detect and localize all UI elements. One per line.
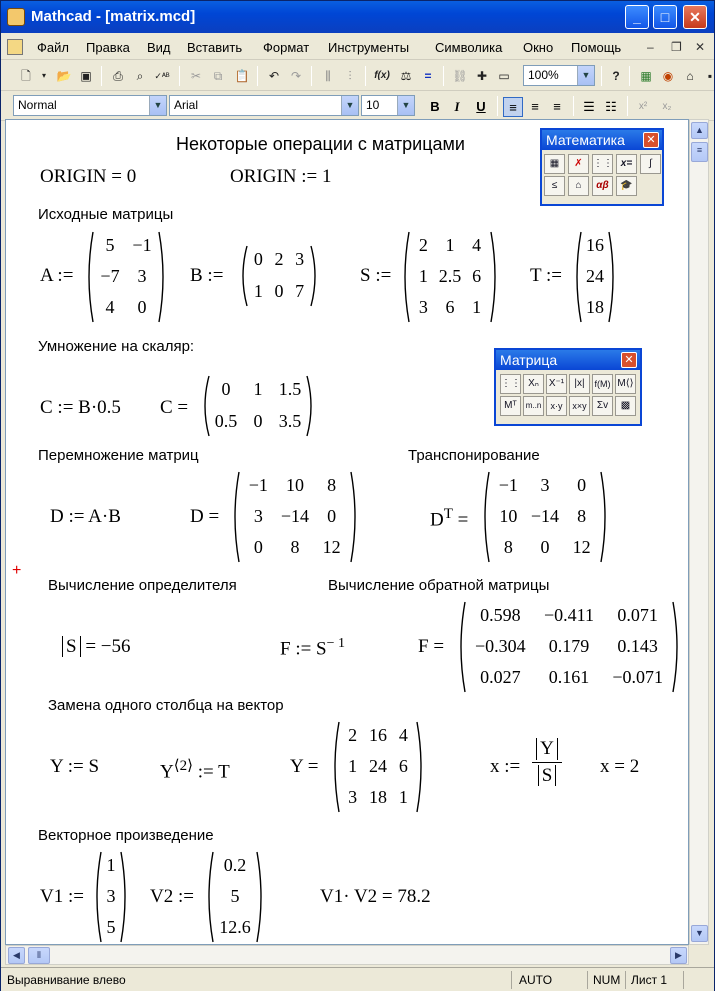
spell-check-icon[interactable]: ✓ᴬᴮ [154,71,170,81]
worksheet[interactable] [5,119,689,945]
transpose-icon[interactable]: Mᵀ [500,396,521,416]
matrix-cell: 0.027 [480,667,521,688]
matrix-cell: 1 [106,854,116,875]
insert-matrix-icon[interactable]: ⋮⋮ [500,374,521,394]
scroll-up-icon[interactable]: ▲ [691,122,708,139]
matrix-B[interactable] [238,244,320,308]
menu-file[interactable]: Файл [37,40,69,55]
matrix-cell: 1.5 [278,379,302,399]
matrix-cell: 0.5 [214,411,238,431]
matrix-cell: 12.6 [219,917,251,938]
matrix-V1[interactable] [92,850,130,944]
right-paren [417,722,421,812]
origin-definition[interactable]: ORIGIN := 1 [230,166,332,187]
chevron-down-icon[interactable]: ▼ [397,96,414,115]
section-matrix-mult: Перемножение матриц [38,447,199,464]
label-DT-eq: = [457,509,469,531]
expr-Y2-rest: := T [197,761,230,783]
matrix-cell: 0 [137,297,147,318]
matrix-cell: 1 [445,234,455,255]
left-paren [577,232,581,322]
close-icon[interactable]: ✕ [621,352,637,368]
save-icon[interactable]: ▣ [80,69,92,83]
matrix-cell: 1 [348,756,358,776]
matrix-cell: 10 [285,474,304,495]
matrix-cell: 5 [106,917,116,938]
fraction-denominator: S [538,765,557,786]
matrix-cell: 0 [253,537,263,558]
font-size-select[interactable] [361,95,415,116]
new-dropdown-icon[interactable]: ▾ [41,71,46,80]
picture-icon[interactable]: ▩ [615,396,636,416]
matrix-cell: 0.2 [223,854,247,875]
matrix-cell: 3 [348,787,358,808]
matrix-palette-icon[interactable]: ⋮⋮ [592,154,613,174]
matrix-cell: 1 [472,297,482,318]
section-cross-product: Векторное произведение [38,827,214,844]
matrix-cell: 1 [418,266,428,286]
palette-matrix[interactable] [494,348,642,426]
horizontal-scrollbar[interactable] [5,945,689,965]
scroll-right-icon[interactable]: ▶ [670,947,687,964]
matrix-C[interactable] [200,374,316,438]
matrix-DT[interactable] [480,470,610,564]
worksheet-title: Некоторые операции с матрицами [176,134,465,154]
collaboratory-icon[interactable]: ⌂ [686,69,694,83]
align-center-button[interactable]: ≡ [531,99,539,114]
label-DT-sup: T [443,506,453,522]
matrix-cell: 12 [572,537,591,558]
expr-F-def[interactable] [280,636,345,660]
matrix-cell: 0 [253,411,263,431]
matrix-cell: 24 [368,756,387,776]
numbering-button[interactable]: ☷ [605,99,617,114]
matrix-cell: 18 [368,787,387,808]
matrix-cell: 3 [418,297,428,318]
right-paren [673,602,677,692]
matrix-cell: −14 [280,506,310,526]
label-DT[interactable] [430,506,468,531]
programming-icon[interactable]: ⌂ [568,176,589,196]
matrix-cell: 5 [105,234,115,255]
align-across-icon[interactable]: ⫼ [325,69,331,83]
vectorize-icon[interactable]: f(M) [592,374,613,394]
matrix-cell: 12 [322,537,341,558]
expr-F-base: F := S [280,638,327,660]
palette-math-title[interactable]: Математика [542,130,662,150]
print-preview-icon[interactable]: ⌕ [136,69,144,83]
matrix-cell: 3 [295,249,305,269]
origin-display[interactable]: ORIGIN = 0 [40,166,137,187]
toolbar-extra-icon[interactable]: ▪ [707,69,713,83]
label-Y[interactable]: Y = [290,756,319,777]
matrix-cell: 0 [577,474,587,495]
section-inverse: Вычисление обратной матрицы [328,577,550,594]
matrix-Y[interactable] [330,720,426,814]
font-value: Arial [174,98,199,112]
det-S-result: = −56 [85,636,131,657]
section-transpose: Транспонирование [408,447,540,464]
evaluation-icon[interactable]: x= [616,154,637,174]
matrix-cell: 3 [540,474,550,495]
horizontal-scroll-thumb[interactable]: ⦀ [28,947,50,964]
matrix-cell: 0 [274,281,284,301]
right-paren [609,232,613,322]
title-bar [1,1,714,33]
label-A[interactable]: A := [40,265,74,286]
mathcad-app-icon[interactable] [7,8,25,26]
new-file-icon[interactable]: 🗋 [21,69,31,83]
left-paren [235,472,239,562]
subscript-icon[interactable]: Xₙ [523,374,544,394]
undo-icon[interactable]: ↶ [268,69,280,83]
matrix-cell: 1 [398,787,408,808]
palette-math[interactable] [540,128,664,206]
right-paren [601,472,605,562]
matrix-cell: 18 [586,297,604,318]
matrix-V2[interactable] [204,850,266,944]
section-replace-column: Замена одного столбца на вектор [48,697,284,714]
matrix-cell: 0.143 [617,636,658,656]
font-select[interactable] [169,95,359,116]
maximize-button[interactable]: □ [653,5,677,29]
dot-product-icon[interactable]: x·y [546,396,567,416]
scroll-left-icon[interactable]: ◀ [8,947,25,964]
matrix-cell: 6 [472,266,482,286]
left-paren [205,376,209,436]
matrix-cell: 3 [106,886,116,906]
left-paren [461,602,465,692]
font-size-value: 10 [366,98,380,112]
matrix-cell: −1 [132,234,152,255]
insert-unit-icon[interactable]: ⚖ [400,69,412,83]
range-variable-icon[interactable]: m..n [523,396,544,416]
matrix-F[interactable] [456,600,682,694]
determinant-icon[interactable]: |x| [569,374,590,394]
matrix-cell: 5 [230,886,240,906]
document-icon[interactable] [7,39,23,55]
expr-Y2-sup: ⟨2⟩ [173,758,193,774]
graph-icon[interactable]: ✗ [568,154,589,174]
menu-format[interactable]: Формат [263,40,310,55]
italic-button[interactable]: I [454,99,460,114]
expr-det-S[interactable] [62,636,131,658]
expr-dot-product[interactable]: V1· V2 = 78.2 [320,886,431,907]
status-bar [1,967,714,991]
expr-C-def[interactable]: C := B·0.5 [40,397,121,418]
scroll-down-icon[interactable]: ▼ [691,925,708,942]
matrix-cell: −1 [248,474,268,495]
matrix-cell: 3 [137,266,147,286]
status-num: NUM [593,973,621,987]
label-S[interactable]: S := [360,265,392,286]
matrix-cell: 8 [577,506,587,526]
insert-hyperlink-icon[interactable]: ⛓ [452,69,468,83]
menu-symbolics[interactable]: Символика [435,40,503,55]
underline-button[interactable]: U [476,99,486,114]
right-paren [311,246,315,306]
menu-tools[interactable]: Инструменты [328,40,410,55]
menu-help[interactable]: Помощь [571,40,622,55]
mdi-close-button[interactable]: ✕ [695,40,706,54]
matrix-cell: 0 [327,506,337,526]
expr-Y-def[interactable]: Y := S [50,756,100,777]
bullets-button[interactable]: ☰ [583,99,595,114]
matrix-cell: −7 [100,266,120,286]
matrix-cell: 4 [398,724,408,745]
label-D[interactable]: D = [190,506,220,527]
style-value: Normal [18,98,57,112]
label-C[interactable]: C = [160,397,189,418]
matrix-cell: 0 [253,249,263,269]
matrix-cell: −0.304 [475,636,526,656]
matrix-cell: 0.179 [548,636,590,656]
det-S-operand: S [62,636,81,657]
matrix-cell: 4 [105,297,115,318]
copy-icon[interactable]: ⧉ [213,69,223,83]
status-auto: AUTO [519,973,553,987]
left-paren [335,722,339,812]
calculator-icon[interactable]: ▦ [544,154,565,174]
left-paren [97,852,101,942]
cut-icon[interactable]: ✂ [190,69,202,83]
superscript-button[interactable]: x² [638,101,648,112]
help-icon[interactable]: ? [612,69,620,83]
chevron-down-icon[interactable]: ▼ [149,96,166,115]
expr-Y2-base: Y [160,761,174,783]
bold-button[interactable]: B [430,99,440,114]
left-paren [89,232,93,322]
zoom-value: 100% [528,68,559,82]
palette-matrix-title[interactable]: Матрица [496,350,640,370]
matrix-cell: 2.5 [438,266,462,286]
right-paren [121,852,125,942]
matrix-cell: 4 [472,234,482,255]
window-title: Mathcad - [matrix.mcd] [31,8,196,25]
mdi-minimize-button[interactable]: – [647,40,654,54]
matrix-cell: 8 [327,474,337,495]
matrix-D[interactable] [230,470,360,564]
run-script-icon[interactable]: ▭ [498,69,510,83]
right-paren [351,472,355,562]
label-B[interactable]: B := [190,265,224,286]
expr-x-lhs[interactable]: x := [490,756,521,777]
standard-toolbar [1,61,714,91]
expr-D-def[interactable]: D := A·B [50,506,121,527]
align-down-icon[interactable]: ⫶ [348,69,352,83]
matrix-cell: 2 [274,249,284,269]
component-wizard-icon[interactable]: ✚ [476,69,488,83]
menu-bar [1,34,714,60]
matrix-cell: 0 [540,537,550,558]
matrix-A[interactable] [84,230,168,324]
matrix-cell: 7 [295,281,305,301]
align-right-button[interactable]: ≡ [553,99,561,114]
status-text: Выравнивание влево [7,973,126,987]
matrix-cell: 2 [418,234,428,255]
vector-sum-icon[interactable]: Σv [592,396,613,416]
greek-icon[interactable]: αβ [592,176,613,196]
zoom-select[interactable] [523,65,595,86]
calculate-icon[interactable]: = [424,69,432,83]
symbolic-icon[interactable]: 🎓 [616,176,637,196]
matrix-cell: 10 [499,506,518,526]
expr-F-sup: − 1 [326,636,346,651]
left-paren [405,232,409,322]
expr-Y-column[interactable] [160,756,230,783]
expr-x-fraction[interactable] [532,738,562,787]
right-paren [491,232,495,322]
print-icon[interactable]: ⎙ [113,69,123,83]
matrix-cell: 0.598 [480,604,521,625]
right-paren [307,376,311,436]
label-V2[interactable]: V2 := [150,886,194,907]
column-icon[interactable]: M⟨⟩ [615,374,636,394]
label-T[interactable]: T := [530,265,563,286]
matrix-T[interactable] [572,230,618,324]
matrix-cell: 6 [445,297,455,318]
left-paren [243,246,247,306]
matrix-cell: 0.161 [548,667,590,688]
label-DT-base: D [430,509,444,531]
web-library-icon[interactable]: ◉ [662,69,674,83]
matrix-cell: 8 [503,537,513,558]
menu-view[interactable]: Вид [147,40,171,55]
chevron-down-icon[interactable]: ▼ [577,66,594,85]
label-V1[interactable]: V1 := [40,886,84,907]
redo-icon[interactable]: ↷ [290,69,302,83]
matrix-cell: 8 [290,537,300,558]
section-determinant: Вычисление определителя [48,577,237,594]
minimize-button[interactable]: _ [625,5,649,29]
matrix-cell: 24 [586,266,604,286]
boolean-icon[interactable]: ≤ [544,176,565,196]
cross-product-icon[interactable]: x×y [569,396,590,416]
left-paren [485,472,489,562]
subscript-button[interactable]: x₂ [662,101,672,112]
matrix-cell: −14 [530,506,560,526]
matrix-S[interactable] [400,230,500,324]
fraction-numerator: Y [536,738,558,760]
section-scalar-mult: Умножение на скаляр: [38,338,195,355]
label-F[interactable]: F = [418,636,445,657]
matrix-cell: −0.411 [543,604,594,625]
matrix-cell: −1 [498,474,518,495]
status-page: Лист 1 [631,973,668,987]
matrix-cell: 1 [253,379,263,399]
matrix-cell: 1 [253,281,263,301]
matrix-cell: 16 [368,724,387,745]
expr-x-result[interactable]: x = 2 [600,756,640,777]
formatting-toolbar [1,91,714,121]
matrix-cell: 6 [398,756,408,776]
vertical-scroll-thumb[interactable]: ≡ [691,142,708,162]
close-icon[interactable]: ✕ [643,132,659,148]
matrix-cell: 0 [221,379,231,399]
mdi-restore-button[interactable]: ❐ [671,40,682,54]
insert-function-icon[interactable]: f(x) [374,70,390,81]
close-button[interactable]: ✕ [683,5,707,29]
vertical-scrollbar[interactable] [689,119,709,945]
menu-insert[interactable]: Вставить [187,40,243,55]
menu-edit[interactable]: Правка [86,40,130,55]
menu-window[interactable]: Окно [523,40,554,55]
matrix-cell: 3 [253,506,263,526]
insertion-cursor-icon: + [12,562,22,579]
style-select[interactable] [13,95,167,116]
open-folder-icon[interactable]: 📂 [56,69,72,83]
matrix-cell: 0.071 [617,604,658,625]
align-left-button[interactable]: ≡ [503,97,523,117]
calculus-icon[interactable]: ∫ [640,154,661,174]
matrix-cell: −0.071 [612,667,663,688]
section-source-matrices: Исходные матрицы [38,206,174,223]
chevron-down-icon[interactable]: ▼ [341,96,358,115]
right-paren [159,232,163,322]
left-paren [209,852,213,942]
paste-icon[interactable]: 📋 [234,69,250,83]
matrix-cell: 2 [348,724,358,745]
matrix-cell: 3.5 [278,411,302,431]
resource-center-icon[interactable]: ▦ [640,69,652,83]
matrix-cell: 16 [586,234,604,255]
right-paren [257,852,261,942]
inverse-icon[interactable]: X⁻¹ [546,374,567,394]
